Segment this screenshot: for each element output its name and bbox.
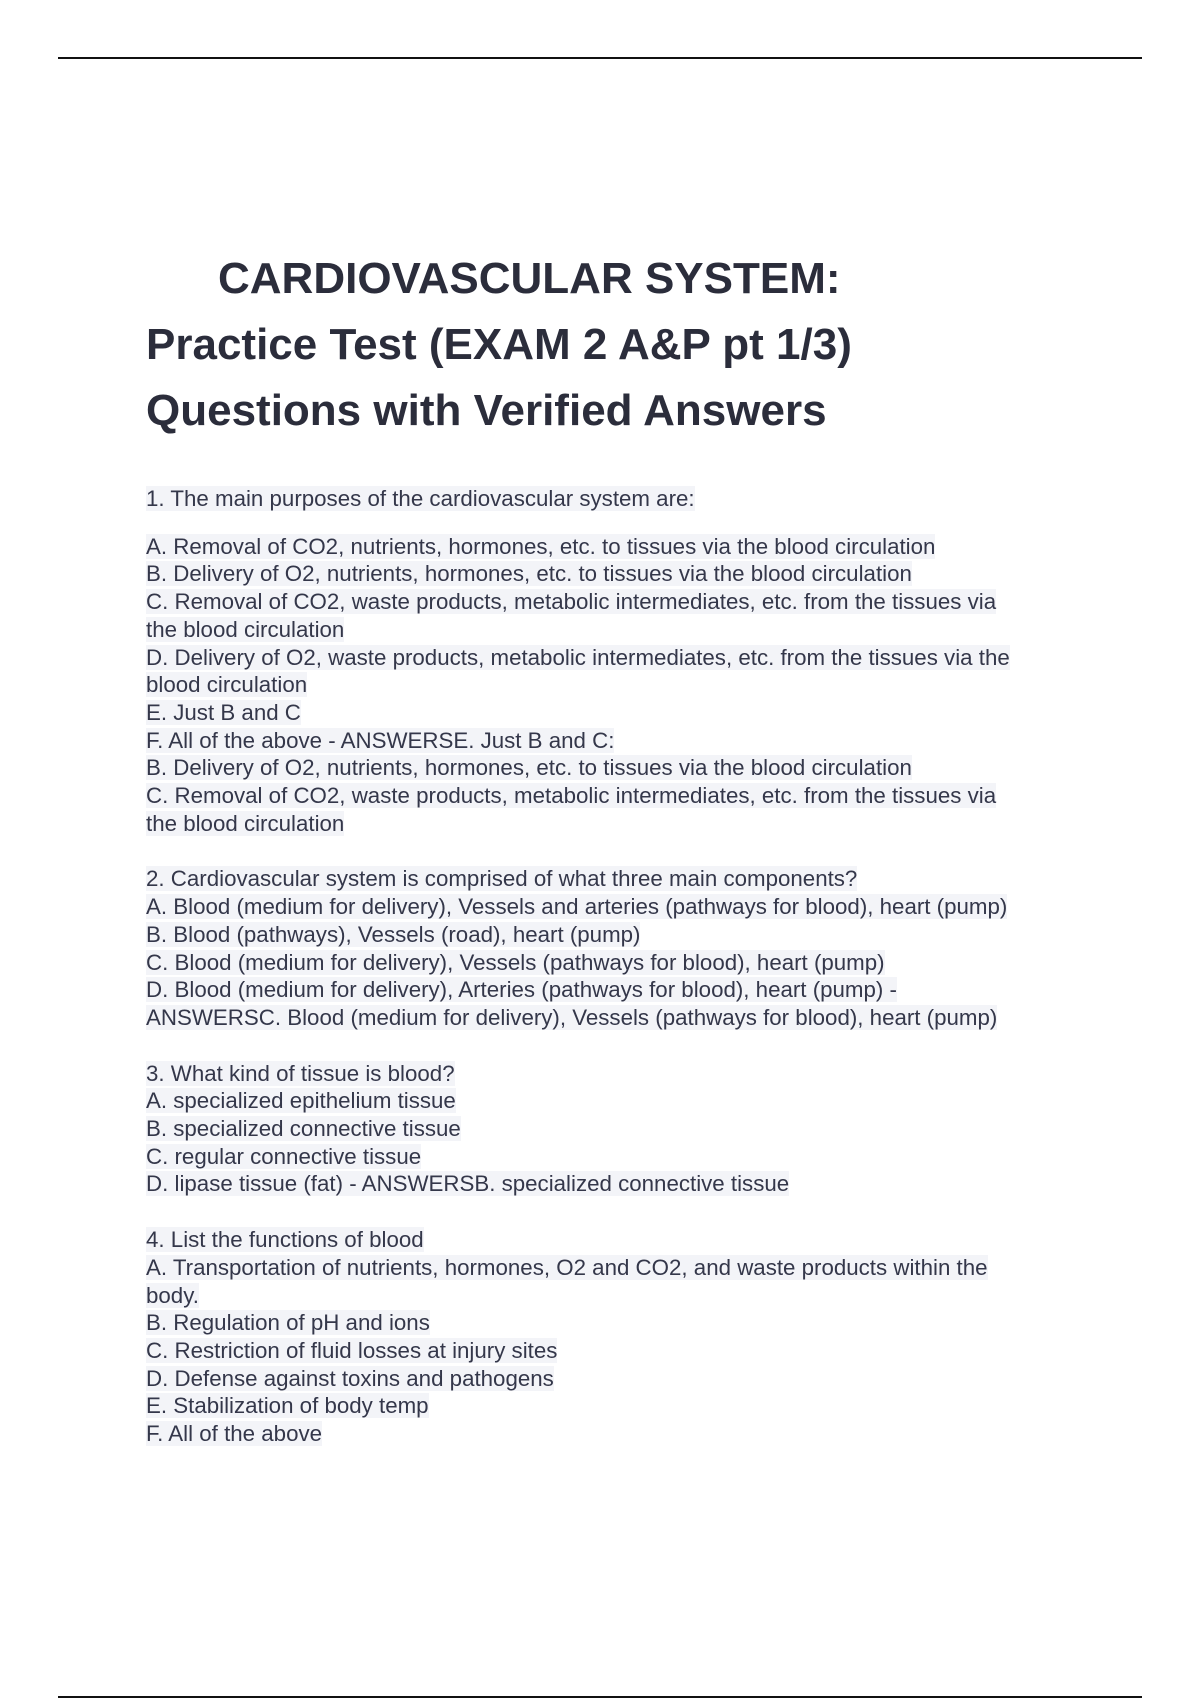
- answer-line: [146, 810, 1086, 838]
- answer-line-text: B. Delivery of O2, nutrients, hormones, etc. to tissues via the blood circulation: [146, 755, 912, 781]
- answer-line-text: E. Stabilization of body temp: [146, 1393, 429, 1419]
- answer-line-text: F. All of the above - ANSWERSE. Just B and C:: [146, 727, 615, 753]
- question-stem: [146, 485, 1086, 513]
- answer-line-text: A. Transportation of nutrients, hormones, O2 and CO2, and waste products within the: [146, 1254, 988, 1280]
- answer-line: [146, 533, 1086, 561]
- title-line-1: CARDIOVASCULAR SYSTEM:: [218, 254, 841, 303]
- answer-line-text: E. Just B and C: [146, 699, 301, 725]
- question-stem-text: 4. List the functions of blood: [146, 1227, 424, 1253]
- question-stem-text: 1. The main purposes of the cardiovascular system are:: [146, 486, 695, 511]
- answer-line: [146, 671, 1086, 699]
- answer-line: [146, 727, 1086, 755]
- answer-line-text: C. Restriction of fluid losses at injury sites: [146, 1337, 558, 1363]
- question-stem: [146, 865, 1086, 893]
- answer-line-text: D. lipase tissue (fat) - ANSWERSB. specialized connective tissue: [146, 1171, 790, 1197]
- answer-line-text: A. Removal of CO2, nutrients, hormones, etc. to tissues via the blood circulation: [146, 533, 936, 559]
- answer-line-text: B. Blood (pathways), Vessels (road), heart (pump): [146, 921, 641, 947]
- answer-line: [146, 782, 1086, 810]
- question-list: [146, 485, 1086, 1476]
- answer-line-text: ANSWERSC. Blood (medium for delivery), Vessels (pathways for blood), heart (pump): [146, 1004, 998, 1030]
- document-title: [146, 246, 1106, 444]
- title-line-3: Questions with Verified Answers: [146, 386, 827, 435]
- question-block-1: [146, 485, 1086, 837]
- title-line-2: Practice Test (EXAM 2 A&P pt 1/3): [146, 320, 852, 369]
- answer-line: [146, 616, 1086, 644]
- answer-line: [146, 1309, 1086, 1337]
- answer-line: [146, 560, 1086, 588]
- answer-line-text: C. regular connective tissue: [146, 1143, 422, 1169]
- answer-line: [146, 976, 1086, 1004]
- answer-line-text: C. Removal of CO2, waste products, metabolic intermediates, etc. from the tissues via: [146, 783, 997, 809]
- answer-line: [146, 644, 1086, 672]
- answer-line: [146, 1337, 1086, 1365]
- header-rule: [58, 57, 1142, 59]
- answer-line-text: A. specialized epithelium tissue: [146, 1088, 456, 1114]
- answer-line-text: B. Regulation of pH and ions: [146, 1310, 430, 1336]
- answer-line: [146, 1115, 1086, 1143]
- answer-line: [146, 949, 1086, 977]
- answer-line-text: the blood circulation: [146, 810, 345, 836]
- answer-line-text: A. Blood (medium for delivery), Vessels and arteries (pathways for blood), heart (pump): [146, 894, 1008, 920]
- answer-line-text: D. Delivery of O2, waste products, metabolic intermediates, etc. from the tissues via the: [146, 644, 1010, 670]
- answer-line: [146, 921, 1086, 949]
- footer-rule: [58, 1696, 1142, 1698]
- question-block-3: [146, 1060, 1086, 1199]
- answer-line-text: the blood circulation: [146, 616, 345, 642]
- answer-line-text: blood circulation: [146, 672, 308, 698]
- answer-line-text: B. Delivery of O2, nutrients, hormones, etc. to tissues via the blood circulation: [146, 561, 912, 587]
- answer-line-text: F. All of the above: [146, 1421, 323, 1447]
- answer-line-text: body.: [146, 1282, 199, 1308]
- question-block-4: [146, 1226, 1086, 1448]
- answer-line: [146, 1420, 1086, 1448]
- answer-line-text: D. Blood (medium for delivery), Arteries (pathways for blood), heart (pump) -: [146, 977, 897, 1003]
- answer-line-text: B. specialized connective tissue: [146, 1116, 461, 1142]
- answer-line: [146, 1282, 1086, 1310]
- question-stem: [146, 1060, 1086, 1088]
- question-stem: [146, 1226, 1086, 1254]
- answer-line: [146, 1254, 1086, 1282]
- answer-line: [146, 1087, 1086, 1115]
- question-stem-text: 2. Cardiovascular system is comprised of what three main components?: [146, 866, 858, 892]
- question-stem-text: 3. What kind of tissue is blood?: [146, 1060, 455, 1086]
- question-block-2: [146, 865, 1086, 1031]
- answer-line: [146, 1392, 1086, 1420]
- answer-line: [146, 1170, 1086, 1198]
- answer-line: [146, 1004, 1086, 1032]
- answer-line-text: D. Defense against toxins and pathogens: [146, 1365, 554, 1391]
- answer-line: [146, 1365, 1086, 1393]
- answer-line: [146, 588, 1086, 616]
- answer-line-text: C. Blood (medium for delivery), Vessels (pathways for blood), heart (pump): [146, 949, 885, 975]
- answer-line: [146, 893, 1086, 921]
- answer-line: [146, 699, 1086, 727]
- answer-line: [146, 754, 1086, 782]
- answer-line: [146, 1143, 1086, 1171]
- answer-line-text: C. Removal of CO2, waste products, metabolic intermediates, etc. from the tissues via: [146, 589, 997, 615]
